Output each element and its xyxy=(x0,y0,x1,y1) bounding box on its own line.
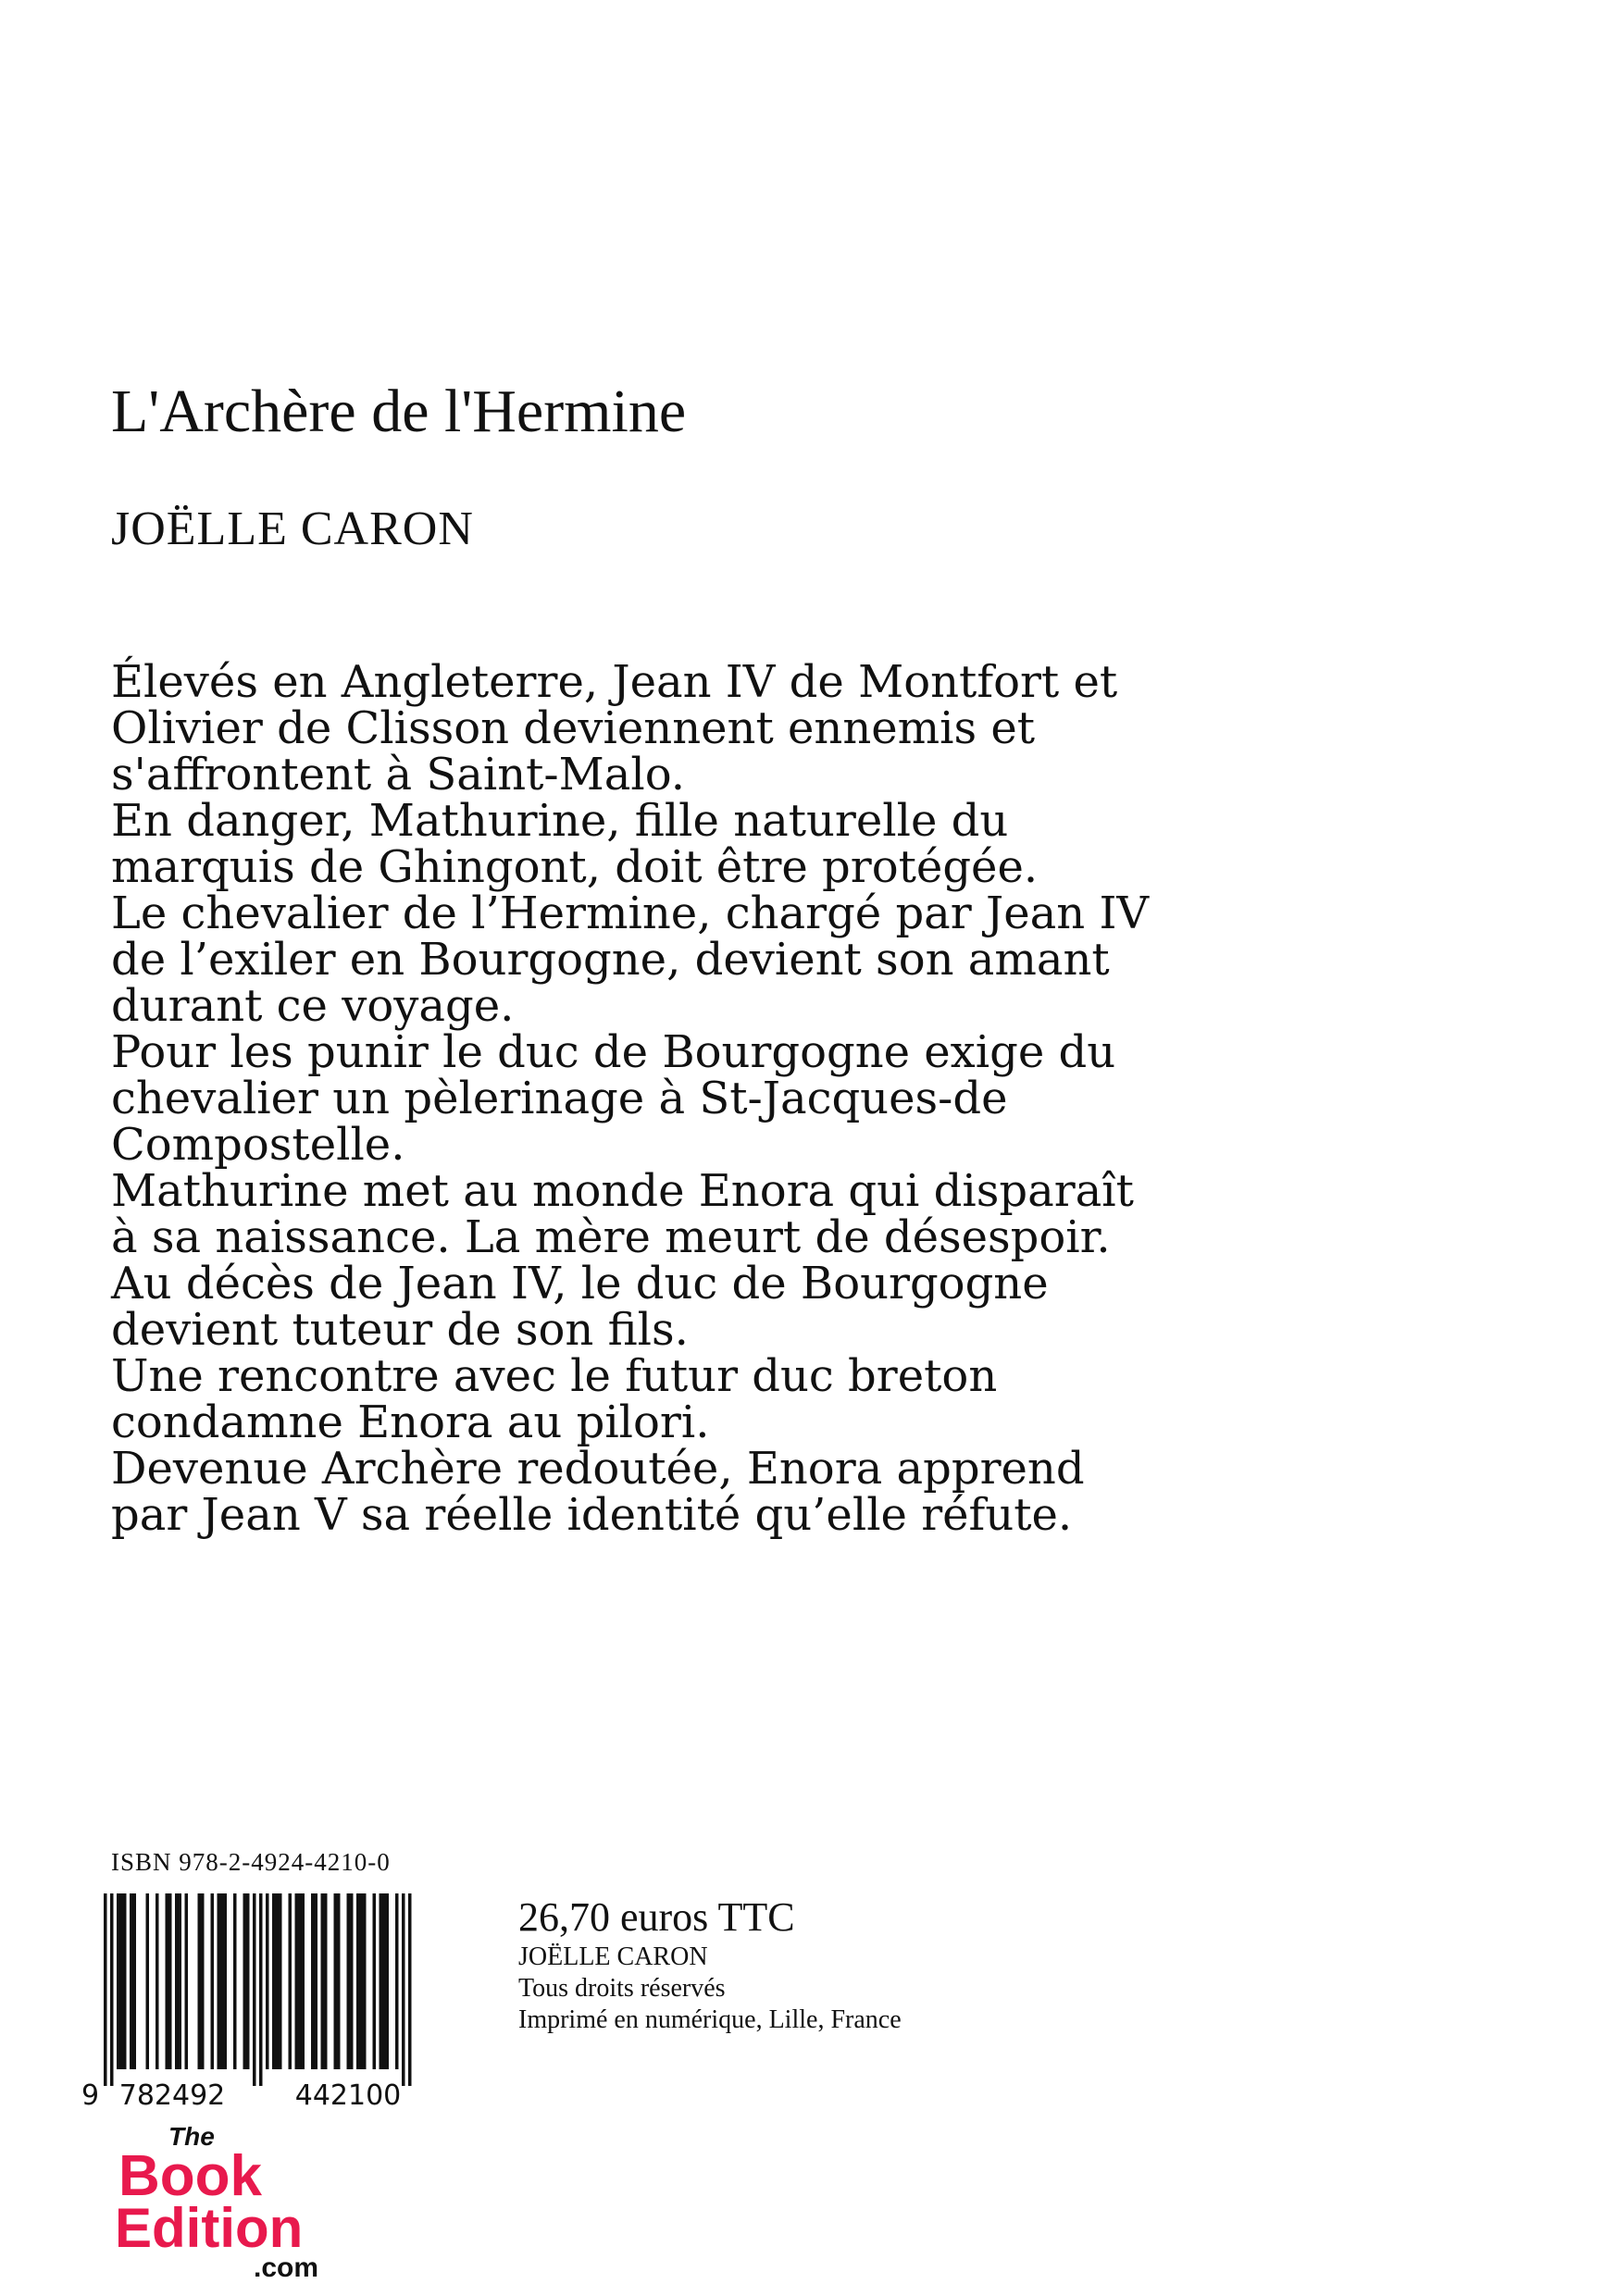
barcode-bar xyxy=(386,1893,390,2069)
blurb-line: à sa naissance. La mère meurt de désespoir. xyxy=(111,1211,1111,1263)
blurb-line: Au décès de Jean IV, le duc de Bourgogne xyxy=(111,1258,1049,1309)
barcode-bar xyxy=(363,1893,367,2069)
back-cover-blurb xyxy=(111,656,1314,1541)
barcode-bar xyxy=(311,1893,315,2069)
barcode-bar xyxy=(224,1893,228,2069)
barcode-bar xyxy=(324,1893,328,2069)
barcode-bar xyxy=(321,1893,325,2069)
blurb-line: Pour les punir le duc de Bourgogne exige du xyxy=(111,1026,1116,1078)
barcode-left-digits: 782492 xyxy=(118,2079,226,2110)
barcode-bar xyxy=(179,1893,182,2069)
blurb-line: Mathurine met au monde Enora qui disparaît xyxy=(111,1165,1134,1217)
barcode-bar xyxy=(289,1893,292,2069)
barcode-bar xyxy=(156,1893,159,2069)
barcode-bar xyxy=(168,1893,172,2069)
barcode-bar xyxy=(356,1893,360,2069)
barcode-bar xyxy=(220,1893,224,2069)
barcode-bar xyxy=(337,1893,341,2069)
barcode-bar xyxy=(380,1893,383,2069)
barcode-bars xyxy=(104,1893,412,2086)
barcode-bar xyxy=(298,1893,302,2069)
barcode-bar xyxy=(272,1893,276,2069)
blurb-line: Olivier de Clisson deviennent ennemis et xyxy=(111,702,1036,754)
barcode-bar xyxy=(201,1893,205,2069)
barcode-bar xyxy=(382,1893,386,2069)
barcode-bar xyxy=(302,1893,305,2069)
barcode-bar xyxy=(211,1893,215,2069)
blurb-line: Élevés en Angleterre, Jean IV de Montfort et xyxy=(111,656,1118,708)
barcode-bar xyxy=(395,1893,399,2069)
barcode-bar xyxy=(315,1893,318,2069)
barcode-bar xyxy=(130,1893,133,2069)
blurb-line: chevalier un pèlerinage à St-Jacques-de xyxy=(111,1073,1008,1124)
barcode-bar xyxy=(279,1893,282,2069)
blurb-line: s'affrontent à Saint-Malo. xyxy=(111,749,686,800)
price-text: 26,70 euros TTC xyxy=(518,1894,795,1940)
blurb-line: par Jean V sa réelle identité qu’elle réfute. xyxy=(111,1489,1073,1541)
barcode-bar xyxy=(295,1893,299,2069)
barcode-bar xyxy=(360,1893,364,2069)
barcode-first-digit: 9 xyxy=(81,2079,100,2110)
barcode-bar xyxy=(198,1893,202,2069)
barcode-bar xyxy=(175,1893,179,2069)
barcode-bar xyxy=(276,1893,280,2069)
blurb-line: durant ce voyage. xyxy=(111,980,515,1032)
barcode-right-digits: 442100 xyxy=(294,2079,402,2110)
price-block xyxy=(518,1893,902,2036)
printing-text: Imprimé en numérique, Lille, France xyxy=(518,2005,902,2034)
blurb-line: En danger, Mathurine, fille naturelle du xyxy=(111,795,1009,847)
rights-text: Tous droits réservés xyxy=(518,1974,726,2003)
blurb-line: Le chevalier de l’Hermine, chargé par Jean IV xyxy=(111,887,1150,939)
logo-dotcom: .com xyxy=(254,2253,319,2283)
barcode-bar xyxy=(185,1893,189,2069)
thebookedition-logo xyxy=(115,2119,337,2286)
barcode-bar xyxy=(233,1893,237,2069)
barcode-bar xyxy=(266,1893,269,2069)
barcode-bar xyxy=(104,1893,107,2086)
barcode-bar xyxy=(133,1893,137,2069)
logo-book: Book xyxy=(118,2144,262,2208)
barcode-bar xyxy=(117,1893,120,2069)
publisher-author: JOËLLE CARON xyxy=(518,1942,708,1971)
blurb-line: de l’exiler en Bourgogne, devient son amant xyxy=(111,934,1110,986)
barcode-bar xyxy=(146,1893,150,2069)
isbn-label: ISBN 978-2-4924-4210-0 xyxy=(111,1848,391,1876)
barcode-bar xyxy=(120,1893,124,2069)
logo-the: The xyxy=(168,2122,215,2151)
barcode-bar xyxy=(243,1893,247,2069)
barcode-bar xyxy=(218,1893,221,2069)
barcode-bar xyxy=(110,1893,114,2086)
blurb-line: condamne Enora au pilori. xyxy=(111,1396,710,1448)
barcode-bar xyxy=(373,1893,377,2069)
barcode-bar xyxy=(259,1893,263,2086)
book-author: JOËLLE CARON xyxy=(111,503,474,555)
blurb-line: Compostelle. xyxy=(111,1119,405,1171)
barcode-bar xyxy=(253,1893,256,2086)
isbn-barcode xyxy=(70,1888,459,2110)
barcode-bar xyxy=(246,1893,250,2069)
barcode-bar xyxy=(347,1893,351,2069)
blurb-line: marquis de Ghingont, doit être protégée. xyxy=(111,841,1039,893)
book-title: L'Archère de l'Hermine xyxy=(111,378,687,445)
blurb-line: Devenue Archère redoutée, Enora apprend xyxy=(111,1443,1085,1495)
barcode-bar xyxy=(408,1893,412,2086)
barcode-bar xyxy=(123,1893,127,2069)
barcode-bar xyxy=(350,1893,354,2069)
barcode-bar xyxy=(334,1893,338,2069)
blurb-line: devient tuteur de son fils. xyxy=(111,1304,689,1356)
blurb-line: Une rencontre avec le futur duc breton xyxy=(111,1350,998,1402)
barcode-bar xyxy=(402,1893,405,2086)
barcode-bar xyxy=(166,1893,169,2069)
logo-edition: Edition xyxy=(115,2197,304,2259)
